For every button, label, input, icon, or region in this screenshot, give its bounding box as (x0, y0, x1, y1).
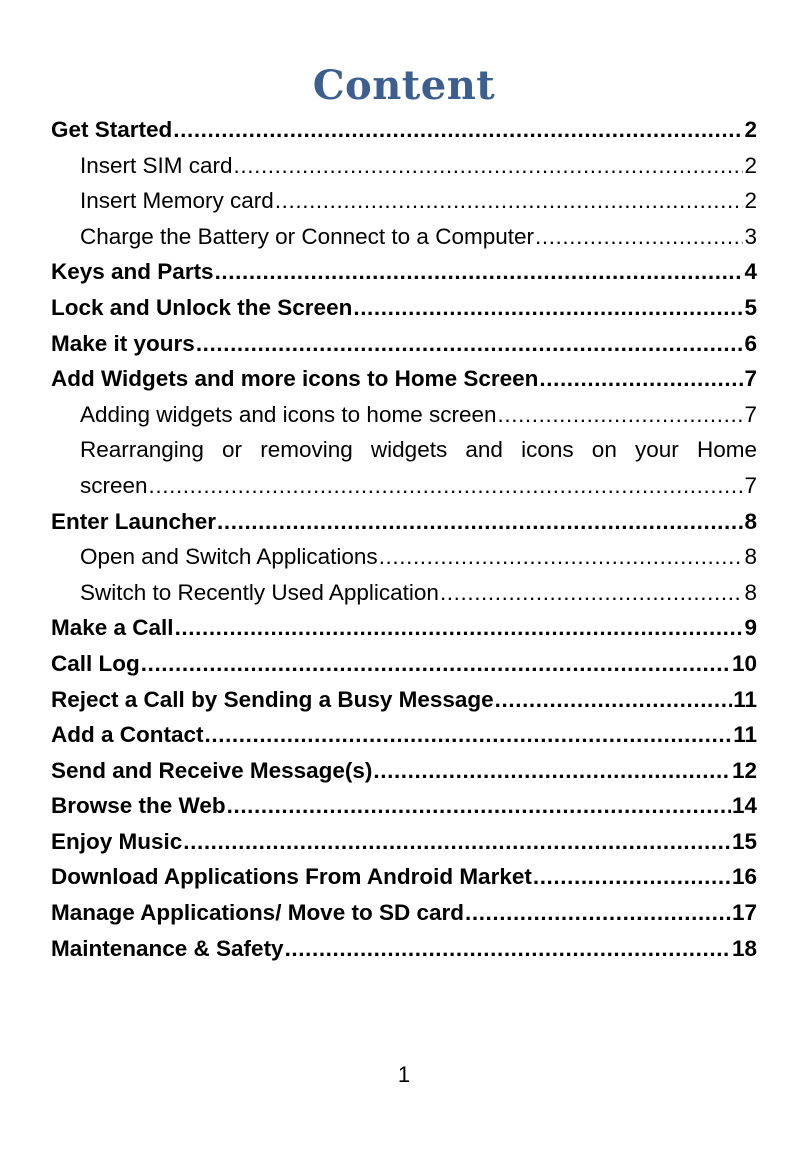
toc-entry-label: Switch to Recently Used Application (80, 579, 439, 605)
toc-entry-make-a-call[interactable] (51, 610, 757, 646)
toc-leader-dots (465, 895, 731, 931)
toc-entry-label: Make it yours (51, 330, 195, 356)
toc-entry-page: 12 (731, 757, 757, 783)
toc-entry-page: 16 (731, 864, 757, 890)
toc-entry-reject-call[interactable] (51, 682, 757, 718)
toc-leader-dots (217, 504, 743, 540)
toc-entry-label-line2: screen (80, 472, 148, 498)
toc-entry-page: 5 (744, 294, 757, 320)
toc-entry-enter-launcher[interactable] (51, 504, 757, 540)
toc-entry-rearranging-widgets[interactable] (51, 432, 757, 503)
toc-entry-label: Call Log (51, 650, 140, 676)
table-of-contents (51, 112, 757, 966)
toc-leader-dots (353, 290, 743, 326)
toc-entry-insert-sim-card[interactable] (51, 148, 757, 184)
toc-leader-dots (440, 575, 744, 611)
toc-leader-dots (373, 753, 731, 789)
toc-entry-page: 15 (731, 828, 757, 854)
toc-leader-dots (533, 859, 731, 895)
toc-leader-dots (498, 397, 744, 433)
toc-entry-keys-and-parts[interactable] (51, 254, 757, 290)
toc-leader-dots (539, 361, 743, 397)
toc-entry-label: Manage Applications/ Move to SD card (51, 900, 464, 926)
toc-entry-download-apps[interactable] (51, 859, 757, 895)
toc-leader-dots (535, 219, 743, 255)
toc-leader-dots (183, 824, 731, 860)
toc-entry-maintenance-safety[interactable] (51, 931, 757, 967)
toc-entry-send-receive-messages[interactable] (51, 753, 757, 789)
toc-entry-label: Charge the Battery or Connect to a Computer (80, 223, 534, 249)
toc-entry-label: Enjoy Music (51, 828, 183, 854)
toc-entry-page: 4 (744, 259, 757, 285)
toc-leader-dots (141, 646, 731, 682)
toc-entry-adding-widgets-icons[interactable] (51, 397, 757, 433)
toc-leader-dots (215, 254, 744, 290)
toc-entry-lock-unlock-screen[interactable] (51, 290, 757, 326)
toc-entry-call-log[interactable] (51, 646, 757, 682)
toc-leader-dots (285, 931, 731, 967)
toc-leader-dots (175, 610, 744, 646)
toc-entry-label: Keys and Parts (51, 259, 214, 285)
toc-entry-add-widgets[interactable] (51, 361, 757, 397)
toc-leader-dots (234, 148, 744, 184)
toc-entry-insert-memory-card[interactable] (51, 183, 757, 219)
toc-entry-label: Download Applications From Android Market (51, 864, 532, 890)
toc-entry-page: 8 (744, 544, 757, 570)
toc-entry-page: 11 (733, 722, 757, 748)
toc-entry-page: 18 (731, 935, 757, 961)
toc-leader-dots (227, 788, 731, 824)
toc-entry-page: 10 (731, 650, 757, 676)
toc-entry-open-switch-apps[interactable] (51, 539, 757, 575)
toc-entry-page: 2 (744, 188, 757, 214)
toc-leader-dots (205, 717, 733, 753)
toc-entry-label: Adding widgets and icons to home screen (80, 401, 497, 427)
toc-entry-make-it-yours[interactable] (51, 326, 757, 362)
toc-entry-label: Enter Launcher (51, 508, 217, 534)
toc-entry-line2 (80, 468, 757, 504)
toc-entry-label: Get Started (51, 117, 173, 142)
toc-entry-label: Browse the Web (51, 793, 226, 819)
toc-entry-get-started[interactable] (51, 112, 757, 148)
toc-entry-page: 8 (744, 579, 757, 605)
toc-entry-charge-battery[interactable] (51, 219, 757, 255)
toc-entry-label: Maintenance & Safety (51, 935, 284, 961)
toc-entry-page: 7 (744, 366, 757, 392)
toc-entry-page: 8 (744, 508, 757, 534)
toc-entry-label: Insert Memory card (80, 188, 274, 214)
toc-entry-label-line1: Rearranging or removing widgets and icons on your Home (80, 437, 757, 463)
toc-entry-page: 2 (744, 152, 757, 178)
toc-entry-label: Make a Call (51, 615, 174, 641)
toc-entry-browse-web[interactable] (51, 788, 757, 824)
toc-leader-dots (196, 326, 744, 362)
toc-entry-page: 17 (731, 900, 757, 926)
toc-leader-dots (379, 539, 744, 575)
toc-entry-page: 11 (733, 686, 757, 712)
toc-entry-enjoy-music[interactable] (51, 824, 757, 860)
toc-entry-label: Lock and Unlock the Screen (51, 294, 353, 320)
toc-entry-add-contact[interactable] (51, 717, 757, 753)
toc-entry-page: 7 (744, 401, 757, 427)
toc-leader-dots (173, 112, 743, 148)
toc-entry-recently-used-app[interactable] (51, 575, 757, 611)
toc-entry-label: Reject a Call by Sending a Busy Message (51, 686, 494, 712)
toc-entry-label: Insert SIM card (80, 152, 233, 178)
toc-leader-dots (495, 682, 733, 718)
toc-entry-label: Send and Receive Message(s) (51, 757, 373, 783)
toc-leader-dots (149, 468, 744, 504)
toc-entry-page: 7 (744, 472, 757, 498)
toc-entry-label: Add Widgets and more icons to Home Screen (51, 366, 539, 392)
toc-entry-label: Open and Switch Applications (80, 544, 378, 570)
toc-entry-page: 9 (744, 615, 757, 641)
toc-entry-page: 2 (744, 117, 757, 142)
toc-leader-dots (275, 183, 744, 219)
toc-entry-page: 3 (744, 223, 757, 249)
toc-entry-page: 6 (744, 330, 757, 356)
toc-entry-page: 14 (731, 793, 757, 819)
toc-entry-label: Add a Contact (51, 722, 204, 748)
page-number: 1 (397, 1062, 411, 1087)
toc-entry-manage-apps[interactable] (51, 895, 757, 931)
page-title: Content (312, 62, 496, 109)
